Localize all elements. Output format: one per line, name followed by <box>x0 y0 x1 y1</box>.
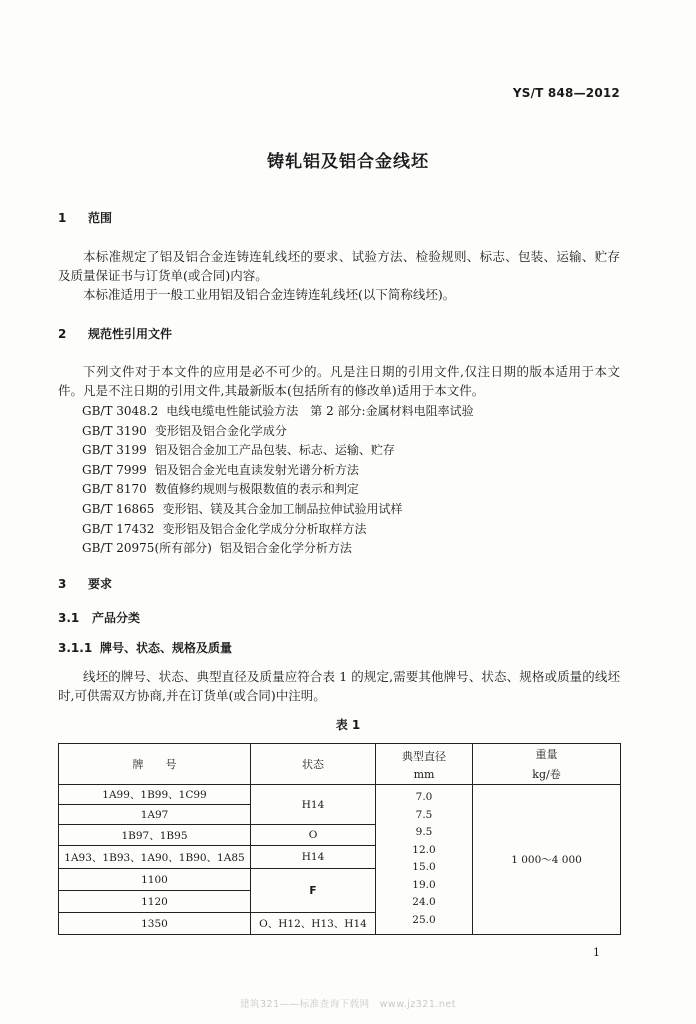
watermark: 建筑321——标准查询下载网 www.jz321.net <box>240 999 456 1010</box>
references-intro: 下列文件对于本文件的应用是必不可少的。凡是注日期的引用文件,仅注日期的版本适用于本文件。凡是不注日期的引用文件,其最新版本(包括所有的修改单)适用于本文件。 <box>58 364 620 398</box>
header-temper: 状态 <box>251 744 376 785</box>
subsection-3-1-heading <box>58 609 140 626</box>
grade-cell: 1B97、1B95 <box>59 825 251 846</box>
reference-code: GB/T 3199 <box>82 443 147 458</box>
scope-paragraph-2: 本标准适用于一般工业用铝及铝合金连铸连轧线坯(以下简称线坯)。 <box>83 287 456 302</box>
grade-cell: 1120 <box>59 891 251 913</box>
reference-code: GB/T 17432 <box>82 521 155 536</box>
subsection-number: 3.1.1 <box>58 641 93 655</box>
reference-code: GB/T 16865 <box>82 501 155 516</box>
reference-title: 变形铝、镁及其合金加工制品拉伸试验用试样 <box>162 501 403 516</box>
classification-paragraph: 线坯的牌号、状态、典型直径及质量应符合表 1 的规定,需要其他牌号、状态、规格或质量的线坯时,可供需双方协商,并在订货单(或合同)中注明。 <box>58 669 620 703</box>
table-caption: 表 1 <box>335 718 361 732</box>
subsection-3-1-1-heading <box>58 639 232 656</box>
temper-cell: H14 <box>251 846 376 869</box>
section-3-heading <box>58 575 112 592</box>
section-number: 2 <box>58 327 67 341</box>
reference-item <box>82 441 474 461</box>
section-number: 3 <box>58 577 67 591</box>
reference-code: GB/T 8170 <box>82 482 147 497</box>
section-title: 范围 <box>88 211 113 225</box>
grade-cell: 1350 <box>59 913 251 935</box>
reference-title: 变形铝及铝合金化学成分 <box>154 423 287 438</box>
table-header-row <box>59 744 621 785</box>
header-grade: 牌 号 <box>59 744 251 785</box>
standard-number: YS/T 848—2012 <box>512 86 620 100</box>
reference-title: 铝及铝合金加工产品包装、标志、运输、贮存 <box>154 443 395 458</box>
temper-cell: O <box>251 825 376 846</box>
reference-item <box>82 402 474 422</box>
reference-list <box>82 402 474 559</box>
reference-item <box>82 422 474 442</box>
reference-code: GB/T 20975(所有部分) <box>82 541 212 556</box>
reference-title: 铝及铝合金化学分析方法 <box>219 541 352 556</box>
temper-cell: F <box>251 869 376 913</box>
grade-cell: 1A97 <box>59 805 251 825</box>
diameter-list: 7.0 7.5 9.5 12.0 15.0 19.0 24.0 25.0 <box>376 785 473 935</box>
section-2-heading <box>58 325 172 342</box>
temper-cell: O、H12、H13、H14 <box>251 913 376 935</box>
subsection-title: 牌号、状态、规格及质量 <box>100 641 233 655</box>
section-number: 1 <box>58 211 67 225</box>
header-diameter: 典型直径 mm <box>376 744 473 785</box>
section-1-heading <box>58 209 112 226</box>
temper-cell: H14 <box>251 785 376 825</box>
weight-cell: 1 000～4 000 <box>473 785 621 935</box>
header-weight: 重量 kg/卷 <box>473 744 621 785</box>
reference-title: 电线电缆电性能试验方法 第 2 部分:金属材料电阻率试验 <box>166 404 474 418</box>
page-number: 1 <box>593 946 600 959</box>
reference-code: GB/T 3048.2 <box>82 404 159 418</box>
section-title: 要求 <box>88 577 113 591</box>
reference-title: 变形铝及铝合金化学成分分析取样方法 <box>162 521 367 536</box>
reference-title: 数值修约规则与极限数值的表示和判定 <box>154 482 359 497</box>
reference-item <box>82 500 474 520</box>
grade-cell: 1A93、1B93、1A90、1B90、1A85 <box>59 846 251 869</box>
reference-item <box>82 461 474 481</box>
reference-item <box>82 480 474 500</box>
reference-item <box>82 520 474 540</box>
section-title: 规范性引用文件 <box>88 327 173 341</box>
reference-title: 铝及铝合金光电直读发射光谱分析方法 <box>154 462 359 477</box>
document-title: 铸轧铝及铝合金线坯 <box>267 152 429 172</box>
reference-code: GB/T 3190 <box>82 423 147 438</box>
reference-code: GB/T 7999 <box>82 462 147 477</box>
reference-item <box>82 539 474 559</box>
subsection-title: 产品分类 <box>92 611 141 625</box>
grade-cell: 1100 <box>59 869 251 891</box>
grade-cell: 1A99、1B99、1C99 <box>59 785 251 805</box>
grade-temper-table <box>58 743 621 935</box>
table-row <box>59 785 621 805</box>
scope-paragraph-1: 本标准规定了铝及铝合金连铸连轧线坯的要求、试验方法、检验规则、标志、包装、运输、贮存及质量保证书与订货单(或合同)内容。 <box>58 249 620 283</box>
subsection-number: 3.1 <box>58 611 80 625</box>
